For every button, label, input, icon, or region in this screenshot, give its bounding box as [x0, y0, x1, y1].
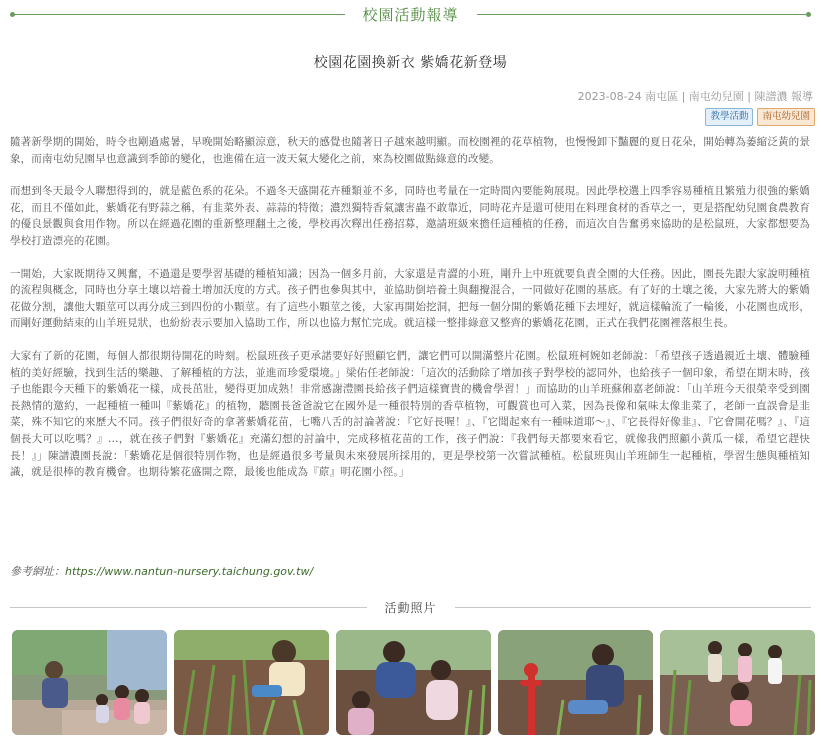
photos-line-left: [10, 607, 367, 608]
article-title: 校園花園換新衣 紫嬌花新登場: [313, 55, 508, 71]
photo-thumbnail-4[interactable]: [498, 630, 653, 735]
photos-section-header: [10, 597, 811, 617]
article-paragraph: 而想到冬天最令人聯想得到的，就是藍色系的花朵。不過冬天盛開花卉種類並不多，同時也考量在一定時間內要能夠展現。因此學校選上四季容易種植且繁殖力很強的紫嬌花，而且不僅如此，紫嬌花有野蒜之稱，有韭菜外表、蒜蒜的特徵；濃烈獨特香氣讓害蟲不敢靠近，同時花卉是還可使用在料理食材的香草之一，更是搭配幼兒園食農教育的優良景觀與食用作物。所以在經過花園的重新整理翻土之後，學校再次釋出任務招募，邀請班級來擔任這種植的任務，而這次自告奮勇來協助的是松鼠班，大家都想要為學校打造漂亮的花園。: [10, 185, 810, 247]
section-header: [10, 4, 811, 24]
reference-label: 參考網址：: [10, 565, 65, 578]
photo-thumbnail-5[interactable]: [660, 630, 815, 735]
photos-section-title: 活動照片: [384, 600, 437, 615]
header-line-left: [15, 14, 345, 15]
article-body: [10, 134, 810, 497]
header-dot-right: [806, 12, 811, 17]
reference-link[interactable]: https://www.nantun-nursery.taichung.gov.tw/: [65, 565, 314, 578]
tag-teaching-activity[interactable]: 教學活動: [705, 108, 753, 126]
photo-gallery: [12, 630, 815, 735]
photos-line-right: [455, 607, 812, 608]
article-paragraph: 大家有了新的花園，每個人都很期待開花的時刻。松鼠班孩子更承諾要好好照顧它們，讓它們可以開滿整片花園。松鼠班柯婉如老師說：「希望孩子透過親近土壤、體驗種植的美好經驗，找到生活的樂趣、了解種植的方法，並進而珍愛環境。」梁佑任老師說：「這次的活動除了增加孩子對學校的認同外，也給孩子一個印象，希望在期末時，孩子也能跟今天種下的紫嬌花一樣，成長茁壯，變得更加成熟！非常感謝澧園長給孩子們這樣寶貴的機會學習！」而協助的山羊班蘇俰嘉老師說：「山羊班今天很榮幸受到園長熱情的邀約，一起種植一種叫『紫嬌花』的植物，聽園長爸爸說它在國外是一種很特別的香草植物，可觀賞也可入菜，因為長像和氣味太像韭菜了，老師一直誤會是韭菜，殊不知它的來歷大不同。孩子們很好奇的拿著紫嬌花苗，七嘴八舌的討論著說：『它好長喔！』、『它聞起來有一種味道耶～』、『它長得好像韭』、『它會開花嗎？』、『這個長大可以吃嗎？』…，就在孩子們對『紫嬌花』充滿幻想的討論中，完成移植花苗的工作，孩子們說：『我們每天都要來看它，就像我們照顧小黃瓜一樣，希望它趕快長！』」陳譜濃園長說：「紫嬌花是個很特別作物，也是經過很多考量與未來發展所採用的，更是學校第一次嘗試種植。松鼠班與山羊班師生一起種植，學習生態與種植知識，就是很棒的教育機會。也期待繁花盛開之際，最後也能成為『蒝』明花園小徑。」: [10, 349, 810, 479]
reference: [10, 563, 313, 579]
photo-thumbnail-1[interactable]: [12, 630, 167, 735]
photo-thumbnail-3[interactable]: [336, 630, 491, 735]
tag-school[interactable]: 南屯幼兒園: [757, 108, 815, 126]
photo-thumbnail-2[interactable]: [174, 630, 329, 735]
section-title: 校園活動報導: [362, 5, 459, 24]
article-paragraph: 隨著新學期的開始，時令也剛過處暑，早晚開始略顯涼意，秋天的感覺也隨著日子越來越明顯。而校園裡的花草植物，也慢慢卸下豔麗的夏日花朵，開始轉為萎縮泛黃的景象，而南屯幼兒園早也意識到季節的變化，也進備在這一波天氣大變化之前，來為校園做點綠意的改變。: [10, 136, 810, 165]
header-line-right: [477, 14, 807, 15]
article-paragraph: 一開始，大家既期待又興奮，不過還是要學習基礎的種植知識；因為一個多月前，大家還是青澀的小班，剛升上中班就要負責全園的大任務。因此，園長先跟大家說明種植的流程與概念，同時也分享土壤以培養土增加沃度的方式。孩子們也參與其中，並協助倒培養土與翻攪混合，一同做好花園的基底。有了好的土壤之後，大家先將大的紫嬌花做分割，讓他大顆莖可以再分成三到四份的小顆莖。有了這些小顆莖之後，大家再開始挖洞，把每一個分開的紫嬌花種下去埋好，就這樣輪流了一輪後，小花園也成形，而剛好運動結束的山羊班見狀，也紛紛表示要加入協助工作，所以也協力幫忙完成。就這樣一整排綠意又整齊的紫嬌花花園，正式在我們花園裡落根生長。: [10, 267, 810, 330]
article-meta: 2023-08-24 南屯區 | 南屯幼兒園 | 陳譜濃 報導: [577, 90, 813, 103]
tag-list: [705, 108, 815, 126]
